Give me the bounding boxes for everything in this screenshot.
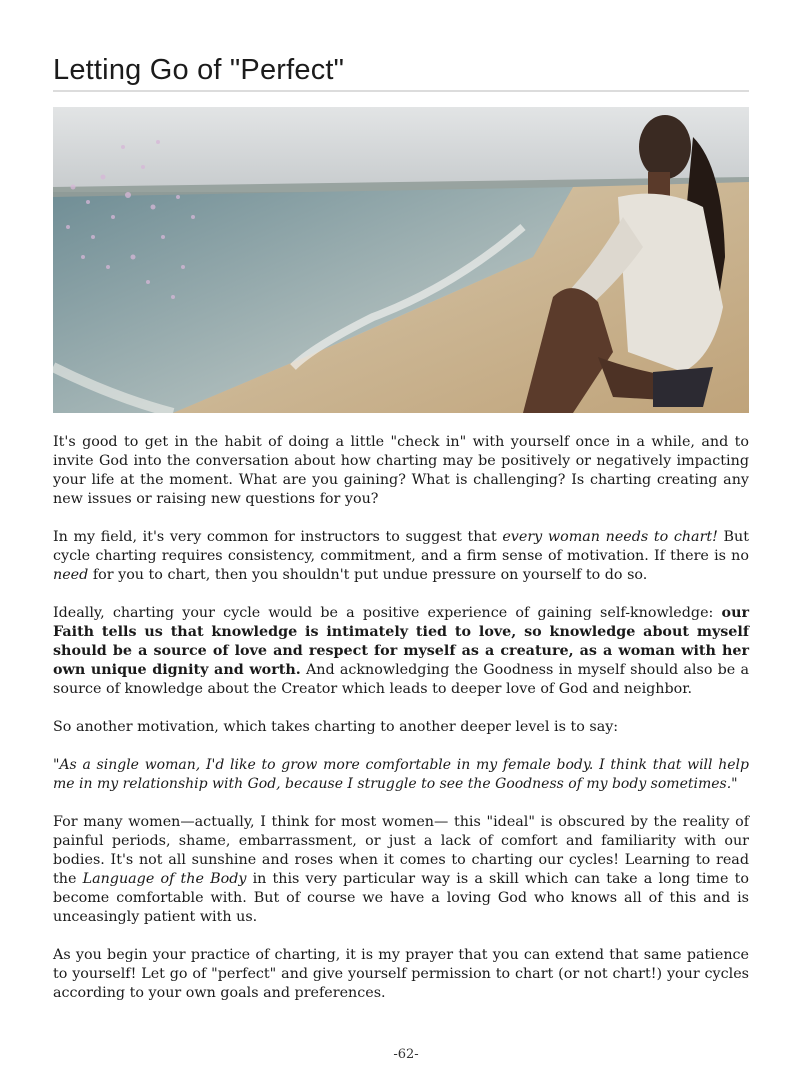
paragraph-motivation: So another motivation, which takes charting to another deeper level is to say:	[53, 719, 619, 735]
emphasis-text: Language of the Body	[82, 871, 247, 887]
bold-text: our Faith tells us that knowledge is intimately tied to love, so knowledge about myself should be a source of love and respect for myself as a creature, as a woman with her own unique dignity and worth.	[53, 605, 749, 678]
paragraph-prayer: As you begin your practice of charting, it is my prayer that you can extend that same patience to yourself! Let go of "perfect" and give yourself permission to chart (or not chart!) your cycles according to your own goals and preferences.	[53, 947, 749, 1001]
beach-photo	[53, 107, 749, 413]
page-number: -62-	[393, 1047, 419, 1062]
text-run: Ideally, charting your cycle would be a positive experience of gaining self-knowledge:	[53, 605, 722, 621]
text-run: But cycle charting requires consistency, commitment, and a firm sense of motivation. If there is no	[53, 529, 749, 564]
text-run: In my field, it's very common for instructors to suggest that	[53, 529, 503, 545]
text-run: And acknowledging the Goodness in myself should also be a source of knowledge about the Creator which leads to deeper love of God and neighbor.	[53, 662, 750, 697]
beach-photo-icon	[53, 107, 749, 413]
page-title: Letting Go of "Perfect"	[53, 54, 345, 86]
paragraph-instructors	[53, 528, 749, 585]
paragraph-checkin: It's good to get in the habit of doing a little "check in" with yourself once in a while, and to invite God into the conversation about how charting may be positively or negatively impacting your life at the moment. What are you gaining? What is challenging? Is charting creating any new issues or raising new questions for you?	[53, 434, 749, 507]
paragraph-self-knowledge	[53, 604, 749, 699]
text-run: For many women—actually, I think for most women— this "ideal" is obscured by the reality of painful periods, shame, embarrassment, or just a lack of comfort and familiarity with our bodies. It's not all sunshine and roses when it comes to charting our cycles! Learning to read the	[53, 814, 749, 887]
page-content	[53, 0, 749, 1022]
emphasis-text: every woman needs to chart!	[502, 529, 718, 545]
block-quote: "As a single woman, I'd like to grow more comfortable in my female body. I think that will help me in my relationship with God, because I struggle to see the Goodness of my body sometimes."	[53, 757, 749, 792]
text-run: in this very particular way is a skill which can take a long time to become comfortable with. But of course we have a loving God who knows all of this and is unceasingly patient with us.	[53, 871, 749, 925]
article-body	[53, 433, 749, 1003]
text-run: for you to chart, then you shouldn't put undue pressure on yourself to do so.	[88, 567, 648, 583]
emphasis-text: need	[53, 567, 89, 583]
paragraph-ideal	[53, 813, 749, 927]
title-divider	[53, 90, 749, 92]
